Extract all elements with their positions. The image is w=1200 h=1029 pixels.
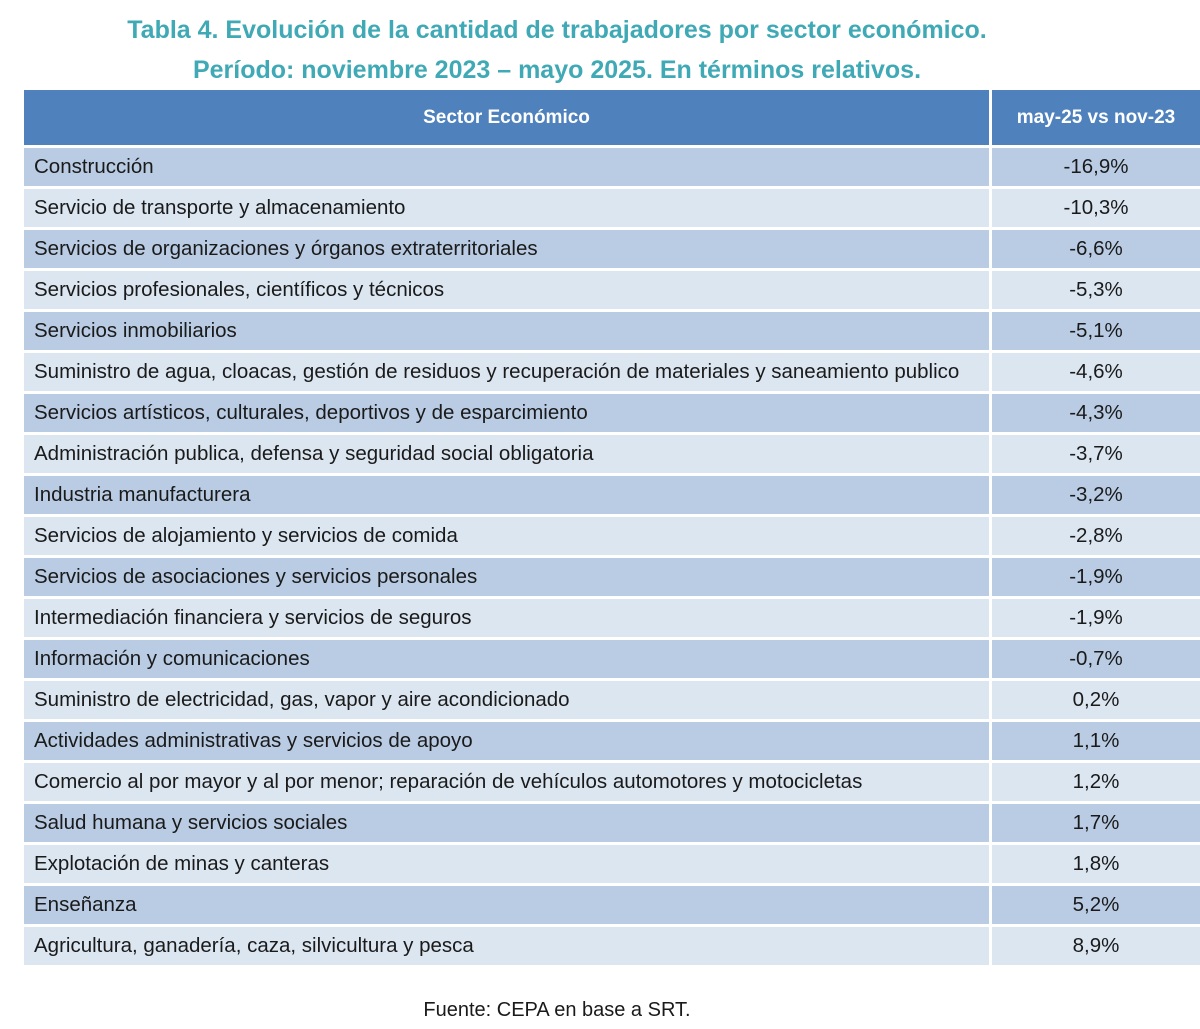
change-value-cell: 1,2% — [992, 763, 1200, 804]
change-value-cell: -3,2% — [992, 476, 1200, 517]
change-value-cell: -1,9% — [992, 599, 1200, 640]
change-value-cell: -5,3% — [992, 271, 1200, 312]
table-row — [24, 476, 1200, 517]
change-value-cell: -5,1% — [992, 312, 1200, 353]
table-row — [24, 271, 1200, 312]
sector-name-cell: Agricultura, ganadería, caza, silvicultura y pesca — [24, 927, 992, 968]
table-row — [24, 558, 1200, 599]
table-row — [24, 517, 1200, 558]
table-row — [24, 640, 1200, 681]
change-value-cell: 1,8% — [992, 845, 1200, 886]
sector-name-cell: Explotación de minas y canteras — [24, 845, 992, 886]
column-header-change: may-25 vs nov-23 — [992, 90, 1200, 148]
table-row — [24, 230, 1200, 271]
sector-name-cell: Servicio de transporte y almacenamiento — [24, 189, 992, 230]
change-value-cell: 1,1% — [992, 722, 1200, 763]
table-row — [24, 599, 1200, 640]
sector-name-cell: Servicios inmobiliarios — [24, 312, 992, 353]
sector-name-cell: Salud humana y servicios sociales — [24, 804, 992, 845]
table-row — [24, 435, 1200, 476]
table-row — [24, 148, 1200, 189]
table-row — [24, 189, 1200, 230]
table-row — [24, 886, 1200, 927]
change-value-cell: -4,6% — [992, 353, 1200, 394]
sector-name-cell: Intermediación financiera y servicios de seguros — [24, 599, 992, 640]
change-value-cell: -16,9% — [992, 148, 1200, 189]
sector-name-cell: Suministro de agua, cloacas, gestión de residuos y recuperación de materiales y saneamiento publico — [24, 353, 992, 394]
change-value-cell: -0,7% — [992, 640, 1200, 681]
table-title-line-1: Tabla 4. Evolución de la cantidad de trabajadores por sector económico. — [127, 16, 987, 44]
sector-name-cell: Servicios artísticos, culturales, deportivos y de esparcimiento — [24, 394, 992, 435]
change-value-cell: -10,3% — [992, 189, 1200, 230]
change-value-cell: 8,9% — [992, 927, 1200, 968]
column-header-sector: Sector Económico — [24, 90, 992, 148]
change-value-cell: -3,7% — [992, 435, 1200, 476]
table-row — [24, 722, 1200, 763]
table-row — [24, 804, 1200, 845]
sector-name-cell: Información y comunicaciones — [24, 640, 992, 681]
table-body — [24, 148, 1200, 968]
table-row — [24, 845, 1200, 886]
table-row — [24, 927, 1200, 968]
sector-name-cell: Servicios de alojamiento y servicios de comida — [24, 517, 992, 558]
source-note: Fuente: CEPA en base a SRT. — [423, 999, 691, 1021]
change-value-cell: -1,9% — [992, 558, 1200, 599]
sector-name-cell: Administración publica, defensa y seguridad social obligatoria — [24, 435, 992, 476]
sector-table — [24, 90, 1200, 968]
sector-name-cell: Industria manufacturera — [24, 476, 992, 517]
change-value-cell: -4,3% — [992, 394, 1200, 435]
sector-name-cell: Comercio al por mayor y al por menor; reparación de vehículos automotores y motocicletas — [24, 763, 992, 804]
table-row — [24, 312, 1200, 353]
sector-name-cell: Servicios de asociaciones y servicios personales — [24, 558, 992, 599]
sector-name-cell: Suministro de electricidad, gas, vapor y aire acondicionado — [24, 681, 992, 722]
table-row — [24, 763, 1200, 804]
table-title-line-2: Período: noviembre 2023 – mayo 2025. En términos relativos. — [192, 56, 922, 84]
table-header-row — [24, 90, 1200, 148]
change-value-cell: 0,2% — [992, 681, 1200, 722]
sector-name-cell: Enseñanza — [24, 886, 992, 927]
sector-name-cell: Actividades administrativas y servicios de apoyo — [24, 722, 992, 763]
change-value-cell: 1,7% — [992, 804, 1200, 845]
sector-name-cell: Servicios profesionales, científicos y técnicos — [24, 271, 992, 312]
sector-name-cell: Servicios de organizaciones y órganos extraterritoriales — [24, 230, 992, 271]
change-value-cell: -2,8% — [992, 517, 1200, 558]
change-value-cell: 5,2% — [992, 886, 1200, 927]
table-title — [0, 10, 1114, 90]
sector-name-cell: Construcción — [24, 148, 992, 189]
change-value-cell: -6,6% — [992, 230, 1200, 271]
table-row — [24, 394, 1200, 435]
table-row — [24, 353, 1200, 394]
table-row — [24, 681, 1200, 722]
